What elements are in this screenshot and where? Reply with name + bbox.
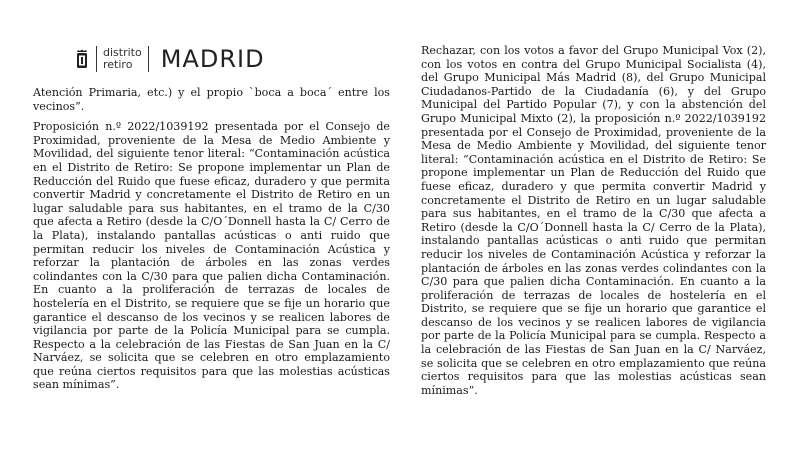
distrito-retiro-madrid-logo (76, 44, 265, 74)
madrid-coat-of-arms-icon (76, 49, 88, 69)
left-paragraph-1: Atención Primaria, etc.) y el propio `boca a boca´ entre los vecinos”. (33, 86, 390, 113)
logo-district-line1: distrito (103, 46, 142, 59)
right-paragraph-1: Rechazar, con los votos a favor del Grupo Municipal Vox (2), con los votos en contra del Grupo Municipal Socialista (4), del Grupo Municipal Más Madrid (8), del Grupo Municipal Ciudadanos-Partido de la Ciudadanía (6), y del Grupo Municipal del Partido Popular (7), y con la abstención del Grupo Municipal Mixto (2), la proposición n.º 2022/1039192 presentada por el Consejo de Proximidad, proveniente de la Mesa de Medio Ambiente y Movilidad, del siguiente tenor literal: “Contaminación acústica en el Distrito de Retiro: Se propone implementar un Plan de Reducción del Ruido que fuese eficaz, duradero y que permita convertir Madrid y concretamente el Distrito de Retiro en un lugar saludable para sus habitantes, en el tramo de la C/30 que afecta a Retiro (desde la C/O´Donnell hasta la C/ Cerro de la Plata), instalando pantallas acústicas o anti ruido que permitan reducir los niveles de Contaminación Acústica y reforzar la plantación de árboles en las zonas verdes colindantes con la C/30 para que palien dicha Contaminación. En cuanto a la proliferación de terrazas de locales de hostelería en el Distrito, se requiere que se fije un horario que garantice el descanso de los vecinos y se realicen labores de vigilancia por parte de la Policía Municipal para se cumpla. Respecto a la celebración de las Fiestas de San Juan en la C/ Narváez, se solicita que se celebren en otro emplazamiento que reúna ciertos requisitos para que las molestias acústicas sean mínimas”. (421, 44, 766, 397)
logo-divider (96, 46, 97, 72)
left-paragraph-2: Proposición n.º 2022/1039192 presentada por el Consejo de Proximidad, proveniente de la Mesa de Medio Ambiente y Movilidad, del siguiente tenor literal: “Contaminación acústica en el Distrito de Retiro: Se propone implementar un Plan de Reducción del Ruido que fuese eficaz, duradero y que permita convertir Madrid y concretamente el Distrito de Retiro en un lugar saludable para sus habitantes, en el tramo de la C/30 que afecta a Retiro (desde la C/O´Donnell hasta la C/ Cerro de la Plata), instalando pantallas acústicas o anti ruido que permitan reducir los niveles de Contaminación Acústica y reforzar la plantación de árboles en las zonas verdes colindantes con la C/30 para que palien dicha Contaminación. En cuanto a la proliferación de terrazas de locales de hostelería en el Distrito, se requiere que se fije un horario que garantice el descanso de los vecinos y se realicen labores de vigilancia por parte de la Policía Municipal para se cumpla. Respecto a la celebración de las Fiestas de San Juan en la C/ Narváez, se solicita que se celebren en otro emplazamiento que reúna ciertos requisitos para que las molestias acústicas sean mínimas”. (33, 120, 390, 392)
logo-city-name: MADRID (160, 45, 265, 73)
logo-divider (148, 46, 149, 72)
logo-district-line2: retiro (103, 58, 133, 71)
logo-district-text (103, 47, 142, 71)
right-column (421, 44, 766, 404)
left-column (33, 86, 390, 399)
